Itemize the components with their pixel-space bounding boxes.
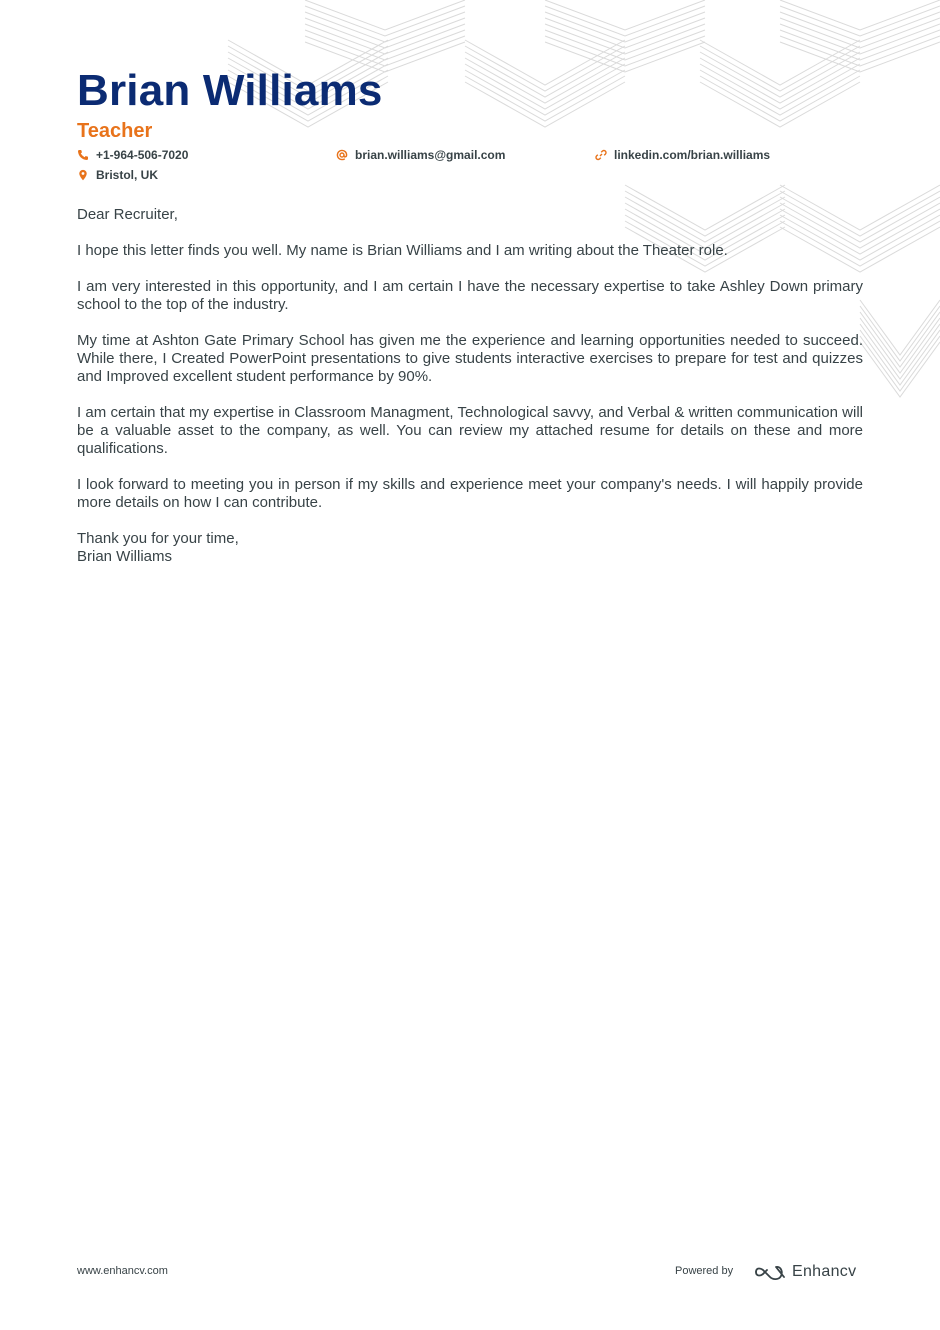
chevron-stripe: [465, 76, 625, 121]
candidate-name: Brian Williams: [77, 66, 383, 115]
letter-paragraph: I am very interested in this opportunity, and I am certain I have the necessary expertise to take Ashley Down primary school to the top of the industry.: [77, 278, 863, 313]
candidate-role: Teacher: [77, 120, 153, 142]
link-icon: [595, 149, 607, 161]
letter-salutation: Dear Recruiter,: [77, 206, 178, 223]
chevron-stripe: [465, 64, 625, 109]
chevron-stripe: [700, 82, 860, 127]
letter-paragraph: I look forward to meeting you in person if my skills and experience meet your company's needs. I will happily provide more details on how I can contribute.: [77, 476, 863, 511]
chevron-stripe: [700, 52, 860, 97]
map-pin-icon: [77, 169, 89, 181]
chevron-stripe: [700, 46, 860, 91]
linkedin-text: linkedin.com/brian.williams: [614, 148, 771, 162]
chevron-stripe: [465, 52, 625, 97]
location-text: Bristol, UK: [96, 168, 159, 182]
enhancv-logo-icon: [754, 1263, 786, 1281]
at-sign-icon: [336, 149, 348, 161]
chevron-stripe: [860, 330, 940, 385]
chevron-stripe: [860, 318, 940, 373]
letter-body: [77, 206, 863, 566]
chevron-stripe: [465, 46, 625, 91]
chevron-stripe: [860, 342, 940, 397]
chevron-stripe: [700, 64, 860, 109]
chevron-stripe: [465, 82, 625, 127]
contact-email[interactable]: [336, 147, 505, 163]
chevron-stripe: [700, 58, 860, 103]
contact-phone[interactable]: [77, 147, 188, 163]
chevron-stripe: [700, 70, 860, 115]
letter-paragraph: I hope this letter finds you well. My name is Brian Williams and I am writing about the Theater role.: [77, 242, 728, 259]
contact-location: [77, 167, 158, 183]
letter-paragraph: My time at Ashton Gate Primary School has given me the experience and learning opportunities needed to succeed. While there, I Created PowerPoint presentations to give students interactive exercises to prepare for test and quizzes and Improved excellent student performance by 90%.: [77, 332, 863, 385]
chevron-stripe: [860, 336, 940, 391]
letter-closing-line: Thank you for your time,: [77, 530, 239, 547]
contact-linkedin[interactable]: [595, 147, 770, 163]
phone-icon: [77, 149, 89, 161]
chevron-stripe: [465, 70, 625, 115]
footer-brand[interactable]: [754, 1262, 856, 1282]
brand-name: Enhancv: [792, 1263, 857, 1280]
chevron-stripe: [700, 76, 860, 121]
footer-powered-by: Powered by: [675, 1265, 734, 1277]
chevron-stripe: [860, 324, 940, 379]
footer-website-link[interactable]: www.enhancv.com: [77, 1265, 168, 1277]
phone-text: +1-964-506-7020: [96, 148, 189, 162]
letter-paragraph: I am certain that my expertise in Classroom Managment, Technological savvy, and Verbal & written communication will be a valuable asset to the company, as well. You can review my attached resume for details on these and more qualifications.: [77, 404, 863, 457]
email-text: brian.williams@gmail.com: [355, 148, 506, 162]
chevron-stripe: [465, 58, 625, 103]
letter-signature: Brian Williams: [77, 548, 173, 565]
